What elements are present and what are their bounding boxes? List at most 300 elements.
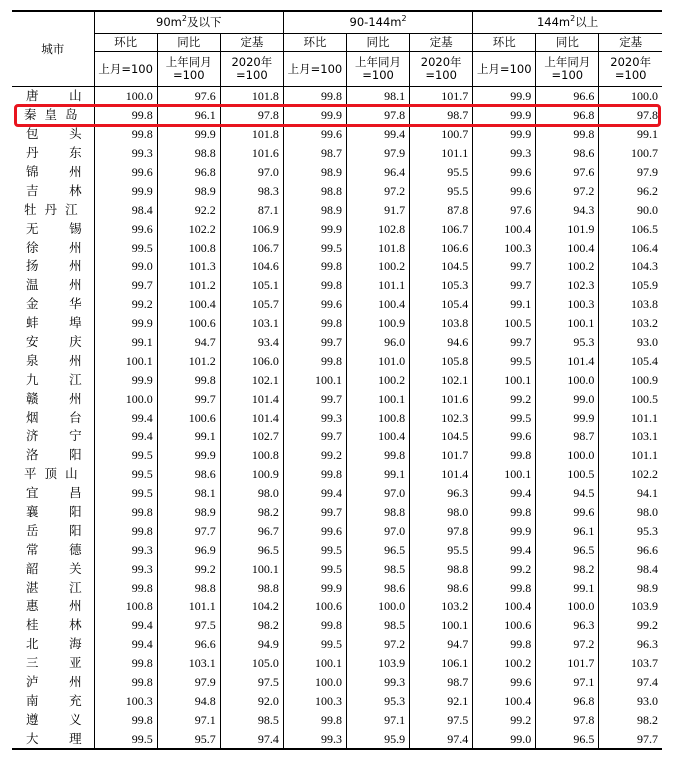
index-value-cell: 98.2 (220, 616, 283, 635)
index-value-cell: 100.0 (283, 673, 346, 692)
index-value-cell: 100.5 (536, 465, 599, 484)
index-value-cell: 99.4 (94, 635, 157, 654)
index-value-cell: 99.5 (94, 465, 157, 484)
index-value-cell: 94.9 (220, 635, 283, 654)
index-value-cell: 99.2 (473, 710, 536, 729)
index-value-cell: 99.8 (157, 370, 220, 389)
index-value-cell: 102.7 (220, 427, 283, 446)
index-value-cell: 99.0 (473, 729, 536, 749)
sub-header-cell: 定基 (410, 34, 473, 52)
index-value-cell: 100.6 (157, 408, 220, 427)
index-value-cell: 93.0 (599, 692, 662, 711)
index-value-cell: 99.1 (473, 295, 536, 314)
table-row (12, 295, 662, 314)
index-value-cell: 99.3 (283, 408, 346, 427)
sub-header-cell: 环比 (473, 34, 536, 52)
city-name-cell: 泸州 (26, 674, 82, 690)
index-value-cell: 98.1 (347, 87, 410, 106)
index-value-cell: 99.2 (473, 389, 536, 408)
index-value-cell: 98.6 (347, 578, 410, 597)
index-value-cell: 101.4 (220, 408, 283, 427)
index-value-cell: 97.9 (157, 673, 220, 692)
index-value-cell: 87.8 (410, 200, 473, 219)
index-value-cell: 98.5 (347, 616, 410, 635)
index-value-cell: 99.8 (283, 465, 346, 484)
index-value-cell: 99.8 (94, 125, 157, 144)
index-value-cell: 99.7 (283, 333, 346, 352)
index-value-cell: 97.0 (347, 484, 410, 503)
index-value-cell: 100.5 (599, 389, 662, 408)
index-value-cell: 99.8 (347, 446, 410, 465)
city-name-cell: 三亚 (26, 655, 82, 671)
index-value-cell: 101.6 (410, 389, 473, 408)
index-value-cell: 98.6 (410, 578, 473, 597)
index-value-cell: 100.6 (283, 597, 346, 616)
index-value-cell: 95.3 (536, 333, 599, 352)
index-value-cell: 99.5 (94, 729, 157, 749)
index-value-cell: 103.9 (599, 597, 662, 616)
index-value-cell: 98.3 (220, 181, 283, 200)
index-value-cell: 96.3 (410, 484, 473, 503)
index-value-cell: 102.3 (410, 408, 473, 427)
index-value-cell: 100.7 (410, 125, 473, 144)
index-value-cell: 99.8 (283, 276, 346, 295)
index-value-cell: 99.5 (94, 446, 157, 465)
index-value-cell: 97.6 (157, 87, 220, 106)
index-value-cell: 100.1 (473, 370, 536, 389)
index-value-cell: 92.2 (157, 200, 220, 219)
index-value-cell: 100.0 (94, 389, 157, 408)
city-name-cell: 济宁 (26, 428, 82, 444)
city-name-cell: 金华 (26, 296, 82, 312)
index-value-cell: 97.5 (410, 710, 473, 729)
base-header-row (12, 52, 662, 87)
index-value-cell: 99.9 (283, 578, 346, 597)
index-value-cell: 99.8 (94, 673, 157, 692)
index-value-cell: 99.5 (283, 635, 346, 654)
index-value-cell: 99.3 (473, 144, 536, 163)
index-value-cell: 100.0 (536, 370, 599, 389)
index-value-cell: 100.2 (536, 257, 599, 276)
index-value-cell: 97.4 (599, 673, 662, 692)
index-value-cell: 100.8 (94, 597, 157, 616)
index-value-cell: 97.8 (599, 106, 662, 125)
index-value-cell: 100.6 (473, 616, 536, 635)
index-value-cell: 99.4 (94, 427, 157, 446)
index-value-cell: 97.1 (536, 673, 599, 692)
index-value-cell: 97.8 (536, 710, 599, 729)
index-value-cell: 98.9 (157, 503, 220, 522)
index-value-cell: 99.6 (283, 521, 346, 540)
index-value-cell: 101.8 (220, 87, 283, 106)
city-name-cell: 遵义 (26, 711, 82, 727)
index-value-cell: 99.8 (473, 446, 536, 465)
index-value-cell: 97.4 (410, 729, 473, 749)
index-value-cell: 100.3 (473, 238, 536, 257)
index-value-cell: 100.4 (473, 692, 536, 711)
index-value-cell: 99.2 (283, 446, 346, 465)
table-row (12, 540, 662, 559)
index-value-cell: 105.9 (599, 276, 662, 295)
table-row (12, 710, 662, 729)
sub-header-cell: 环比 (94, 34, 157, 52)
index-value-cell: 95.5 (410, 163, 473, 182)
index-value-cell: 95.5 (410, 540, 473, 559)
table-row (12, 351, 662, 370)
index-value-cell: 99.7 (283, 503, 346, 522)
city-name-cell: 无锡 (26, 220, 82, 236)
index-value-cell: 94.7 (157, 333, 220, 352)
index-value-cell: 98.8 (157, 144, 220, 163)
index-value-cell: 99.4 (473, 484, 536, 503)
index-value-cell: 96.1 (157, 106, 220, 125)
index-value-cell: 98.0 (220, 484, 283, 503)
index-value-cell: 100.0 (347, 597, 410, 616)
base-header-cell: 2020年=100 (220, 52, 283, 87)
table-row (12, 370, 662, 389)
index-value-cell: 99.4 (94, 616, 157, 635)
index-value-cell: 99.6 (473, 673, 536, 692)
price-index-table (12, 10, 662, 750)
index-value-cell: 95.3 (347, 692, 410, 711)
index-value-cell: 102.1 (220, 370, 283, 389)
index-value-cell: 101.2 (157, 351, 220, 370)
index-value-cell: 100.9 (347, 314, 410, 333)
index-value-cell: 102.3 (536, 276, 599, 295)
index-value-cell: 97.2 (347, 181, 410, 200)
index-value-cell: 101.3 (157, 257, 220, 276)
index-value-cell: 103.7 (599, 654, 662, 673)
index-value-cell: 101.4 (220, 389, 283, 408)
index-value-cell: 91.7 (347, 200, 410, 219)
index-value-cell: 99.8 (94, 578, 157, 597)
index-value-cell: 95.3 (599, 521, 662, 540)
index-value-cell: 98.6 (536, 144, 599, 163)
index-value-cell: 98.0 (599, 503, 662, 522)
city-name-cell: 南充 (26, 692, 82, 708)
city-name-cell: 岳阳 (26, 522, 82, 538)
city-column-header: 城市 (12, 11, 94, 87)
city-name-cell: 徐州 (26, 239, 82, 255)
index-value-cell: 101.4 (536, 351, 599, 370)
table-body (12, 87, 662, 750)
table-row (12, 616, 662, 635)
index-value-cell: 95.9 (347, 729, 410, 749)
city-name-cell: 韶关 (26, 560, 82, 576)
index-value-cell: 103.2 (410, 597, 473, 616)
index-value-cell: 97.6 (536, 163, 599, 182)
index-value-cell: 99.3 (94, 540, 157, 559)
sub-header-cell: 环比 (283, 34, 346, 52)
index-value-cell: 99.7 (157, 389, 220, 408)
index-value-cell: 105.4 (599, 351, 662, 370)
index-value-cell: 98.0 (410, 503, 473, 522)
index-value-cell: 97.7 (157, 521, 220, 540)
index-value-cell: 103.8 (599, 295, 662, 314)
index-value-cell: 96.6 (536, 87, 599, 106)
table-row (12, 181, 662, 200)
table-row (12, 238, 662, 257)
index-value-cell: 97.7 (599, 729, 662, 749)
index-value-cell: 106.0 (220, 351, 283, 370)
index-value-cell: 98.8 (220, 578, 283, 597)
index-value-cell: 102.2 (157, 219, 220, 238)
index-value-cell: 100.0 (536, 597, 599, 616)
index-value-cell: 96.3 (536, 616, 599, 635)
table-row (12, 503, 662, 522)
index-value-cell: 99.5 (283, 238, 346, 257)
index-value-cell: 98.2 (536, 559, 599, 578)
index-value-cell: 100.1 (220, 559, 283, 578)
index-value-cell: 98.9 (599, 578, 662, 597)
table-row (12, 521, 662, 540)
index-value-cell: 104.3 (599, 257, 662, 276)
index-value-cell: 96.4 (347, 163, 410, 182)
index-value-cell: 99.1 (94, 333, 157, 352)
city-name-cell: 襄阳 (26, 504, 82, 520)
index-value-cell: 98.7 (410, 106, 473, 125)
base-header-cell: 上年同月=100 (536, 52, 599, 87)
index-value-cell: 99.8 (283, 616, 346, 635)
index-value-cell: 99.8 (283, 351, 346, 370)
index-value-cell: 106.4 (599, 238, 662, 257)
city-name-cell: 温州 (26, 277, 82, 293)
index-value-cell: 104.6 (220, 257, 283, 276)
base-header-cell: 上年同月=100 (157, 52, 220, 87)
table-row (12, 389, 662, 408)
index-value-cell: 101.6 (220, 144, 283, 163)
index-value-cell: 106.9 (220, 219, 283, 238)
index-value-cell: 99.1 (536, 578, 599, 597)
index-value-cell: 87.1 (220, 200, 283, 219)
city-name-cell: 秦皇岛 (24, 107, 78, 123)
city-name-cell: 桂林 (26, 617, 82, 633)
index-value-cell: 97.1 (347, 710, 410, 729)
index-value-cell: 99.6 (94, 163, 157, 182)
index-value-cell: 99.4 (94, 408, 157, 427)
index-value-cell: 101.7 (410, 446, 473, 465)
city-name-cell: 惠州 (26, 598, 82, 614)
index-value-cell: 105.8 (410, 351, 473, 370)
index-value-cell: 99.8 (94, 503, 157, 522)
city-name-cell: 泉州 (26, 352, 82, 368)
index-value-cell: 99.1 (157, 427, 220, 446)
index-value-cell: 92.1 (410, 692, 473, 711)
index-value-cell: 104.5 (410, 427, 473, 446)
index-value-cell: 100.9 (220, 465, 283, 484)
index-value-cell: 99.5 (473, 408, 536, 427)
index-value-cell: 103.1 (157, 654, 220, 673)
table-row (12, 673, 662, 692)
table-row (12, 333, 662, 352)
table-row (12, 578, 662, 597)
index-value-cell: 100.7 (599, 144, 662, 163)
index-value-cell: 100.3 (94, 692, 157, 711)
index-value-cell: 97.2 (347, 635, 410, 654)
table-row (12, 106, 662, 125)
table-row (12, 692, 662, 711)
index-value-cell: 100.8 (347, 408, 410, 427)
city-name-cell: 湛江 (26, 579, 82, 595)
index-value-cell: 97.9 (347, 144, 410, 163)
index-value-cell: 103.1 (599, 427, 662, 446)
index-value-cell: 99.3 (94, 144, 157, 163)
table-row (12, 200, 662, 219)
index-value-cell: 98.7 (536, 427, 599, 446)
index-value-cell: 99.9 (283, 106, 346, 125)
city-name-cell: 洛阳 (26, 447, 82, 463)
index-value-cell: 99.8 (94, 521, 157, 540)
index-value-cell: 100.1 (473, 465, 536, 484)
index-value-cell: 96.7 (220, 521, 283, 540)
index-value-cell: 99.5 (473, 351, 536, 370)
index-value-cell: 99.4 (473, 540, 536, 559)
index-value-cell: 96.1 (536, 521, 599, 540)
city-name-cell: 丹东 (26, 145, 82, 161)
group-header-medium: $90-144m^2$ (283, 11, 472, 34)
sub-header-cell: 定基 (599, 34, 662, 52)
index-value-cell: 99.9 (157, 125, 220, 144)
index-value-cell: 99.9 (473, 87, 536, 106)
index-value-cell: 102.1 (410, 370, 473, 389)
index-value-cell: 99.1 (599, 125, 662, 144)
index-value-cell: 103.2 (599, 314, 662, 333)
index-value-cell: 101.2 (157, 276, 220, 295)
index-value-cell: 99.9 (473, 125, 536, 144)
base-header-cell: 上月=100 (94, 52, 157, 87)
index-value-cell: 100.4 (347, 295, 410, 314)
index-value-cell: 106.6 (410, 238, 473, 257)
index-value-cell: 105.0 (220, 654, 283, 673)
base-header-cell: 2020年=100 (599, 52, 662, 87)
index-value-cell: 99.5 (94, 484, 157, 503)
index-value-cell: 99.8 (536, 125, 599, 144)
index-value-cell: 97.5 (157, 616, 220, 635)
city-name-cell: 扬州 (26, 258, 82, 274)
city-name-cell: 平顶山 (24, 466, 78, 482)
index-value-cell: 97.8 (220, 106, 283, 125)
index-value-cell: 101.1 (599, 446, 662, 465)
table-row (12, 87, 662, 106)
index-value-cell: 96.6 (599, 540, 662, 559)
index-value-cell: 99.7 (283, 427, 346, 446)
index-value-cell: 104.2 (220, 597, 283, 616)
table-row (12, 635, 662, 654)
city-name-cell: 九江 (26, 371, 82, 387)
table-row (12, 257, 662, 276)
index-value-cell: 103.1 (220, 314, 283, 333)
index-value-cell: 105.1 (220, 276, 283, 295)
index-value-cell: 96.0 (347, 333, 410, 352)
index-value-cell: 100.3 (283, 692, 346, 711)
table-row (12, 729, 662, 749)
index-value-cell: 99.9 (536, 408, 599, 427)
index-value-cell: 96.3 (599, 635, 662, 654)
table-row (12, 465, 662, 484)
city-name-cell: 北海 (26, 636, 82, 652)
index-value-cell: 94.5 (536, 484, 599, 503)
city-name-cell: 蚌埠 (26, 315, 82, 331)
city-name-cell: 大理 (12, 729, 94, 749)
table-row (12, 654, 662, 673)
table-row (12, 276, 662, 295)
index-value-cell: 99.6 (536, 503, 599, 522)
table-row (12, 163, 662, 182)
city-name-cell: 吉林 (26, 182, 82, 198)
table-row (12, 446, 662, 465)
index-value-cell: 93.4 (220, 333, 283, 352)
index-value-cell: 105.7 (220, 295, 283, 314)
index-value-cell: 95.7 (157, 729, 220, 749)
index-value-cell: 99.9 (94, 181, 157, 200)
index-value-cell: 99.9 (473, 106, 536, 125)
index-value-cell: 100.2 (347, 257, 410, 276)
index-value-cell: 99.8 (473, 635, 536, 654)
index-value-cell: 99.8 (283, 257, 346, 276)
index-value-cell: 100.4 (473, 597, 536, 616)
index-value-cell: 98.4 (94, 200, 157, 219)
index-value-cell: 100.1 (283, 370, 346, 389)
index-value-cell: 100.0 (94, 87, 157, 106)
index-value-cell: 99.2 (157, 559, 220, 578)
index-value-cell: 97.8 (410, 521, 473, 540)
index-value-cell: 95.5 (410, 181, 473, 200)
index-value-cell: 99.9 (473, 521, 536, 540)
index-value-cell: 99.8 (473, 578, 536, 597)
index-value-cell: 99.8 (473, 503, 536, 522)
table-row (12, 597, 662, 616)
index-value-cell: 106.5 (599, 219, 662, 238)
index-value-cell: 97.1 (157, 710, 220, 729)
index-value-cell: 101.1 (599, 408, 662, 427)
sub-header-cell: 同比 (536, 34, 599, 52)
index-value-cell: 102.8 (347, 219, 410, 238)
index-value-cell: 99.8 (283, 710, 346, 729)
index-value-cell: 101.8 (220, 125, 283, 144)
index-value-cell: 97.8 (347, 106, 410, 125)
table-row (12, 144, 662, 163)
index-value-cell: 98.2 (220, 503, 283, 522)
index-value-cell: 94.7 (410, 635, 473, 654)
index-value-cell: 100.0 (599, 87, 662, 106)
index-value-cell: 96.5 (536, 729, 599, 749)
index-value-cell: 93.0 (599, 333, 662, 352)
index-value-cell: 100.1 (347, 389, 410, 408)
index-value-cell: 96.8 (157, 163, 220, 182)
index-value-cell: 100.2 (473, 654, 536, 673)
index-value-cell: 97.0 (347, 521, 410, 540)
index-value-cell: 96.6 (157, 635, 220, 654)
index-value-cell: 98.6 (157, 465, 220, 484)
sub-header-cell: 定基 (220, 34, 283, 52)
index-value-cell: 100.8 (220, 446, 283, 465)
index-value-cell: 101.7 (410, 87, 473, 106)
sub-header-cell: 同比 (347, 34, 410, 52)
index-value-cell: 97.0 (220, 163, 283, 182)
index-value-cell: 99.0 (94, 257, 157, 276)
index-value-cell: 99.9 (94, 370, 157, 389)
index-value-cell: 100.4 (536, 238, 599, 257)
index-value-cell: 98.8 (347, 503, 410, 522)
index-value-cell: 100.3 (536, 295, 599, 314)
index-value-cell: 97.2 (536, 181, 599, 200)
index-value-cell: 96.9 (157, 540, 220, 559)
index-value-cell: 99.0 (536, 389, 599, 408)
index-value-cell: 99.2 (473, 559, 536, 578)
group-header-small: $90m^2$及以下 (94, 11, 283, 34)
index-value-cell: 99.4 (347, 125, 410, 144)
index-value-cell: 98.8 (283, 181, 346, 200)
